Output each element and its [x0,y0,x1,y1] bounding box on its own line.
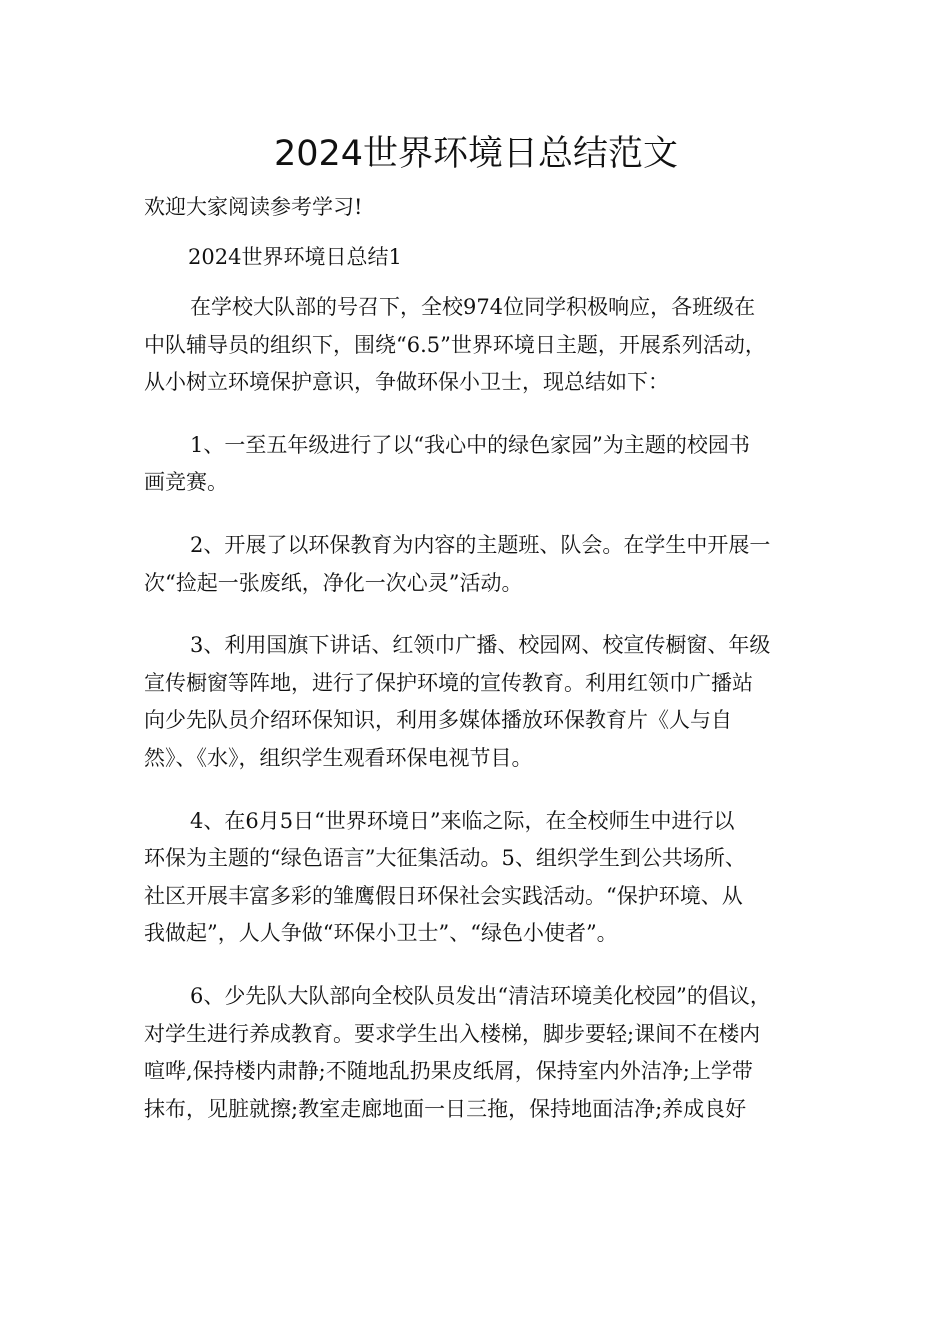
text-line: 次“捡起一张废纸，净化一次心灵”活动。 [144,570,523,595]
text-line: 宣传橱窗等阵地，进行了保护环境的宣传教育。利用红领巾广播站 [144,670,753,695]
document-body [144,289,808,1128]
document-title: 2024世界环境日总结范文 [273,134,679,174]
text-line: 喧哗,保持楼内肃静;不随地乱扔果皮纸屑，保持室内外洁净;上学带 [144,1059,753,1084]
text-line: 向少先队员介绍环保知识，利用多媒体播放环保教育片《人与自 [144,708,732,733]
text-line: 3、利用国旗下讲话、红领巾广播、校园网、校宣传橱窗、年级 [190,633,771,658]
text-line: 在学校大队部的号召下，全校974位同学积极响应，各班级在 [190,295,756,319]
paragraph-item-4 [144,803,808,953]
paragraph-item-2 [144,527,808,602]
text-line: 4、在6月5日“世界环境日”来临之际，在全校师生中进行以 [190,808,735,833]
paragraph-item-3 [144,627,808,777]
intro-line: 欢迎大家阅读参考学习! [144,195,363,219]
text-line: 中队辅导员的组织下，围绕“6.5”世界环境日主题，开展系列活动， [144,332,766,357]
text-line: 画竞赛。 [144,470,228,495]
text-line: 我做起”，人人争做“环保小卫士”、“绿色小使者”。 [144,921,618,946]
text-line: 2、开展了以环保教育为内容的主题班、队会。在学生中开展一 [190,532,771,557]
text-line: 从小树立环境保护意识，争做环保小卫士，现总结如下： [144,370,669,395]
text-line: 环保为主题的“绿色语言”大征集活动。5、组织学生到公共场所、 [144,846,746,871]
paragraph-item-1 [144,427,808,502]
section-title: 2024世界环境日总结1 [188,245,402,269]
text-line: 然》、《水》，组织学生观看环保电视节目。 [144,745,533,770]
text-line: 抹布，见脏就擦;教室走廊地面一日三拖，保持地面洁净;养成良好 [144,1096,747,1121]
paragraph-intro-summary [144,289,808,402]
text-line: 社区开展丰富多彩的雏鹰假日环保社会实践活动。“保护环境、从 [144,883,743,908]
paragraph-item-6 [144,978,808,1128]
text-line: 对学生进行养成教育。要求学生出入楼梯，脚步要轻;课间不在楼内 [144,1021,761,1046]
text-line: 1、一至五年级进行了以“我心中的绿色家园”为主题的校园书 [190,432,750,457]
text-line: 6、少先队大队部向全校队员发出“清洁环境美化校园”的倡议， [190,983,771,1008]
